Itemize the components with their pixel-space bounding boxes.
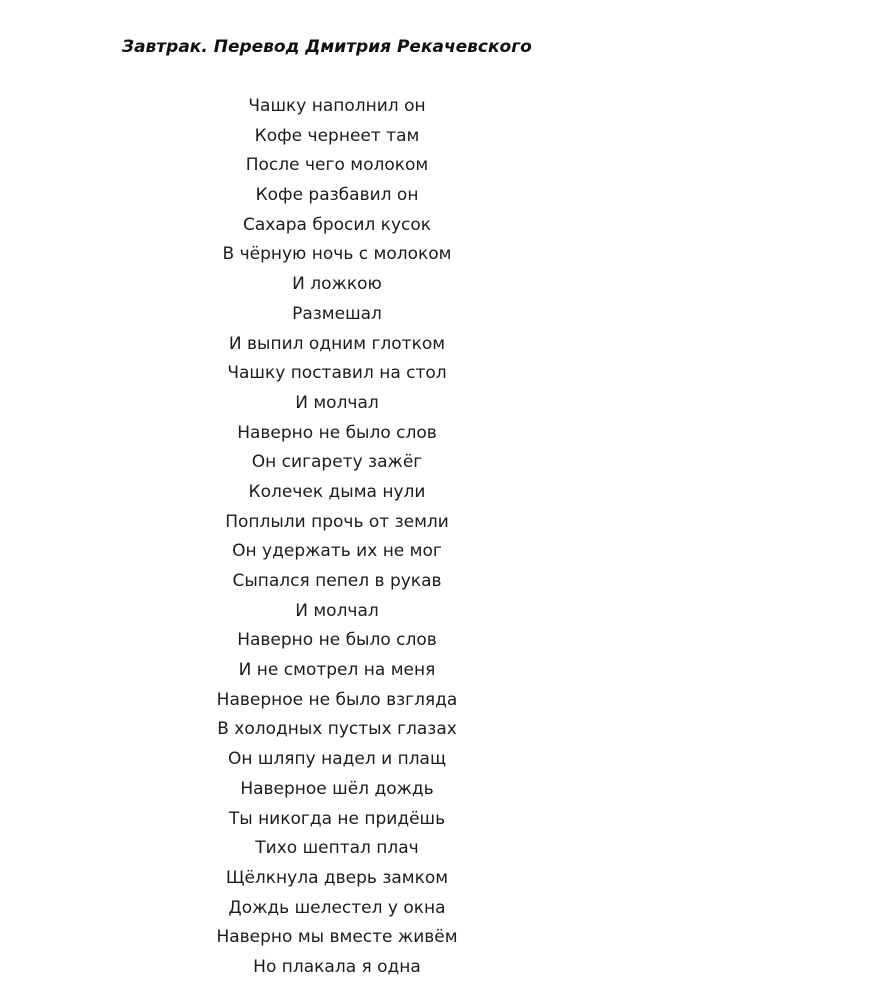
poem-line: Тихо шептал плач [255,838,419,859]
poem-line: Наверно мы вместе живём [216,927,458,948]
poem-line: Кофе чернеет там [254,125,420,146]
poem-line: И молчал [295,392,379,413]
poem-line: Он шляпу надел и плащ [227,749,446,770]
document-title: Завтрак. Перевод Дмитрия Рекачевского [122,37,532,57]
poem-line: Он удержать их не мог [232,541,442,562]
poem-line: Размешал [292,303,382,324]
poem-line: Колечек дыма нули [248,481,426,502]
poem-line: Сахара бросил кусок [242,214,432,235]
poem-line: Наверно не было слов [237,630,437,651]
poem-line: И не смотрел на меня [238,660,436,681]
poem-line: Он сигарету зажёг [251,452,423,473]
poem-line: В чёрную ночь с молоком [222,244,452,265]
poem-line: И ложкою [292,274,382,295]
poem-line: И выпил одним глотком [228,333,446,354]
poem-line: Наверное не было взгляда [216,689,458,710]
poem-line: Поплыли прочь от земли [225,511,449,532]
poem-body [137,92,537,983]
poem-line: Наверное шёл дождь [240,778,434,799]
poem-line: Кофе разбавил он [255,185,419,206]
poem-line: Дождь шелестел у окна [228,897,446,918]
poem-line: Наверно не было слов [237,422,437,443]
poem-line: Чашку наполнил он [248,96,426,116]
poem-line: Но плакала я одна [253,956,421,977]
poem-line: И молчал [295,600,379,621]
poem-line: Чашку поставил на стол [227,363,447,384]
poem-line: Ты никогда не придёшь [228,808,446,829]
poem-line: Сыпался пепел в рукав [232,571,442,591]
poem-line: В холодных пустых глазах [217,719,457,740]
poem-line: После чего молоком [245,155,429,176]
poem-line: Щёлкнула дверь замком [225,867,449,888]
